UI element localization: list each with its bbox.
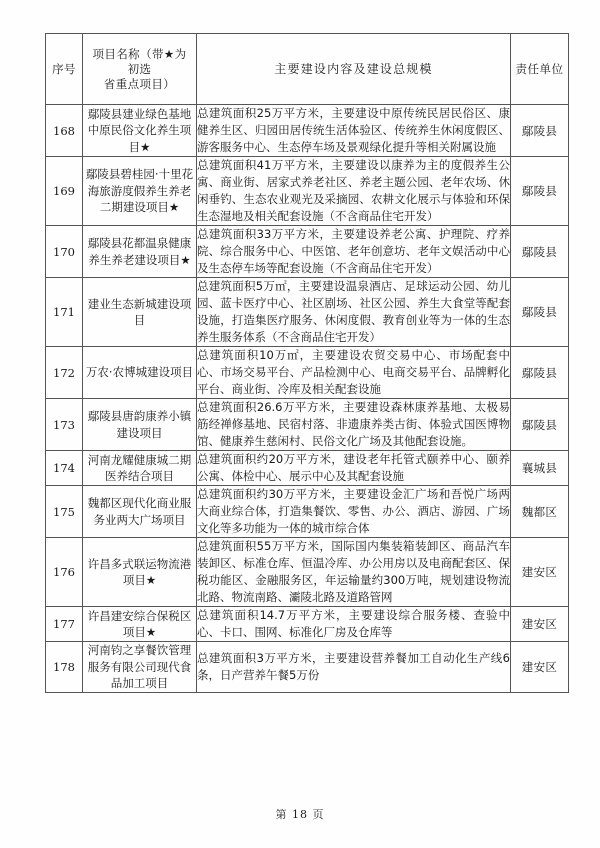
table-body <box>46 105 569 693</box>
cell-construction-content: 总建筑面积约20万平方米，建设老年托管式颐养中心、颐养公寓、体检中心、展示中心及其配套设施 <box>197 451 511 486</box>
cell-project-name: 许昌建安综合保税区项目★ <box>83 607 197 642</box>
column-header-project-name-line2: 省重点项目） <box>103 76 176 91</box>
cell-construction-content: 总建筑面积25万平方米，主要建设中原传统民居民俗区、康健养生区、归园田居传统生活体验区、传统养生休闲度假区、游客服务中心、生态停车场及景观绿化提升等相关附属设施 <box>197 105 511 157</box>
column-header-sequence: 序号 <box>46 34 83 105</box>
column-header-unit: 责任单位 <box>511 34 569 105</box>
cell-responsible-unit: 襄城县 <box>511 451 569 486</box>
cell-responsible-unit: 魏都区 <box>511 486 569 538</box>
cell-responsible-unit: 建安区 <box>511 607 569 642</box>
cell-sequence: 171 <box>46 278 83 347</box>
cell-sequence: 172 <box>46 347 83 399</box>
cell-construction-content: 总建筑面积55万平方米，国际国内集装箱装卸区、商品汽车装卸区、标准仓库、恒温冷库、办公用房以及电商配套区、保税功能区、金融服务区，年运输量约300万吨，规划建设物流北路、物流南路、灞陵北路及道路管网 <box>197 538 511 607</box>
table-row <box>46 347 569 399</box>
cell-sequence: 178 <box>46 642 83 693</box>
cell-sequence: 170 <box>46 226 83 278</box>
table-row <box>46 226 569 278</box>
table-row <box>46 486 569 538</box>
cell-project-name: 万农·农博城建设项目 <box>83 347 197 399</box>
table-row <box>46 451 569 486</box>
cell-responsible-unit: 建安区 <box>511 538 569 607</box>
cell-responsible-unit: 鄢陵县 <box>511 105 569 157</box>
cell-responsible-unit: 鄢陵县 <box>511 226 569 278</box>
table-row <box>46 278 569 347</box>
cell-responsible-unit: 鄢陵县 <box>511 278 569 347</box>
page-footer: 第 18 页 <box>275 808 325 821</box>
cell-sequence: 169 <box>46 157 83 226</box>
cell-construction-content: 总建筑面积10万㎡，主要建设农贸交易中心、市场配套中心、市场交易平台、产品检测中心、电商交易平台、品牌孵化平台、商业街、冷库及相关配套设施 <box>197 347 511 399</box>
table-header-row <box>46 34 569 105</box>
cell-project-name: 许昌多式联运物流港项目★ <box>83 538 197 607</box>
cell-project-name: 鄢陵县花都温泉健康养生养老建设项目★ <box>83 226 197 278</box>
cell-project-name: 河南钧之享餐饮管理服务有限公司现代食品加工项目 <box>83 642 197 693</box>
cell-sequence: 174 <box>46 451 83 486</box>
cell-responsible-unit: 鄢陵县 <box>511 399 569 451</box>
table-row <box>46 105 569 157</box>
column-header-project-name-line1: 项目名称（带★为初选 <box>92 46 187 76</box>
cell-construction-content: 总建筑面积约30万平方米，主要建设金汇广场和吾悦广场两大商业综合体，打造集餐饮、零售、办公、酒店、游园、广场文化等多功能为一体的城市综合体 <box>197 486 511 538</box>
column-header-content: 主要建设内容及建设总规模 <box>197 34 511 105</box>
cell-project-name: 建业生态新城建设项目 <box>83 278 197 347</box>
cell-sequence: 177 <box>46 607 83 642</box>
cell-project-name: 鄢陵县碧桂园·十里花海旅游度假养生养老二期建设项目★ <box>83 157 197 226</box>
table-row <box>46 607 569 642</box>
column-header-project-name <box>83 34 197 105</box>
cell-construction-content: 总建筑面积5万㎡，主要建设温泉酒店、足球运动公园、幼儿园、蓝卡医疗中心、社区剧场、社区公园、养生大食堂等配套设施，打造集医疗服务、休闲度假、教育创业等为一体的生态养生服务体系（不含商品住宅开发） <box>197 278 511 347</box>
cell-project-name: 魏都区现代化商业服务业两大广场项目 <box>83 486 197 538</box>
table-row <box>46 399 569 451</box>
cell-responsible-unit: 鄢陵县 <box>511 347 569 399</box>
cell-sequence: 175 <box>46 486 83 538</box>
cell-sequence: 168 <box>46 105 83 157</box>
cell-construction-content: 总建筑面积41万平方米，主要建设以康养为主的度假养生公寓、商业街、居家式养老社区、养老主题公园、老年农场、休闲垂钓、生态农业观光及采摘园、农耕文化展示与体验和环保生态湿地及相关配套设施（不含商品住宅开发） <box>197 157 511 226</box>
cell-construction-content: 总建筑面积33万平方米，主要建设养老公寓、护理院、疗养院、综合服务中心、中医馆、老年创意坊、老年文娱活动中心及生态停车场等配套设施（不含商品住宅开发） <box>197 226 511 278</box>
cell-construction-content: 总建筑面积3万平方米，主要建设营养餐加工自动化生产线6条，日产营养午餐5万份 <box>197 642 511 693</box>
cell-construction-content: 总建筑面积14.7万平方米，主要建设综合服务楼、查验中心、卡口、围网、标准化厂房及仓库等 <box>197 607 511 642</box>
table-row <box>46 157 569 226</box>
cell-project-name: 鄢陵县唐韵康养小镇建设项目 <box>83 399 197 451</box>
cell-sequence: 176 <box>46 538 83 607</box>
cell-project-name: 河南龙耀健康城二期医养结合项目 <box>83 451 197 486</box>
project-list-table <box>45 33 569 693</box>
cell-responsible-unit: 鄢陵县 <box>511 157 569 226</box>
cell-construction-content: 总建筑面积26.6万平方米，主要建设森林康养基地、太极易筋经禅修基地、民宿村落、非遗康养类古街、体验式国医博物馆、健康养生慈闲村、民俗文化广场及其他配套设施。 <box>197 399 511 451</box>
cell-responsible-unit: 建安区 <box>511 642 569 693</box>
cell-sequence: 173 <box>46 399 83 451</box>
table-row <box>46 642 569 693</box>
table-row <box>46 538 569 607</box>
cell-project-name: 鄢陵县建业绿色基地中原民俗文化养生项目★ <box>83 105 197 157</box>
table-header <box>46 34 569 105</box>
